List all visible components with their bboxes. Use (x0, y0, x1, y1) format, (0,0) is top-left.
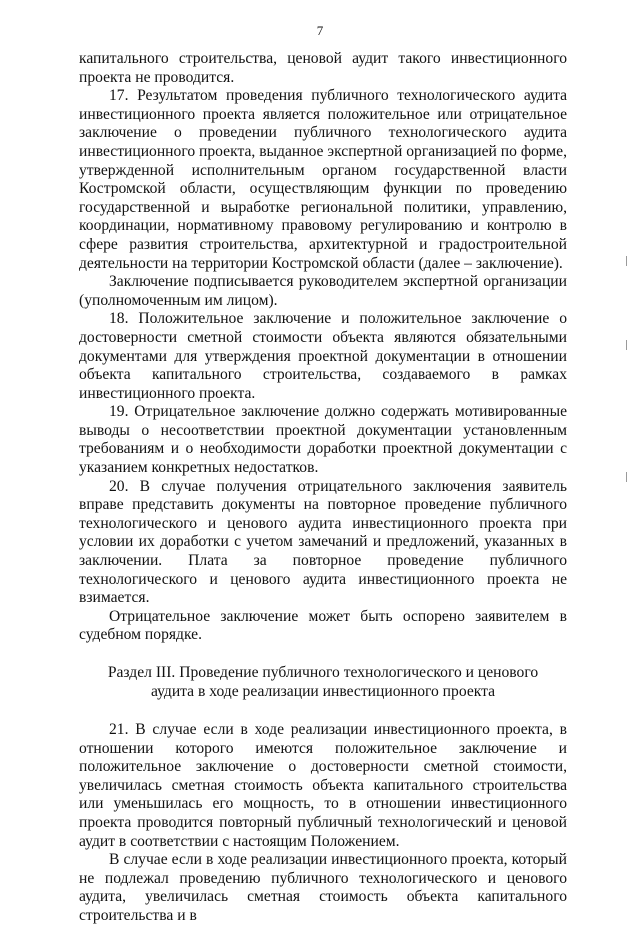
paragraph-continuation: капитального строительства, ценовой аудит такого инвестиционного проекта не проводится. (79, 50, 567, 86)
paragraph-20-appeal: Отрицательное заключение может быть оспорено заявителем в судебном порядке. (79, 607, 567, 644)
paragraph-20: 20. В случае получения отрицательного заключения заявитель вправе представить документы на повторное проведение публичного технологического и ценового аудита инвестиционного проекта при условии их доработки с учетом замечаний и предложений, указанных в заключении. Плата за повторное проведение публичного технологического и ценового аудита инвестиционного проекта не взимается. (79, 477, 567, 607)
paragraph-17: 17. Результатом проведения публичного технологического аудита инвестиционного проекта является положительное или отрицательное заключение о проведении публичного технологического аудита инвестиционного проекта, выданное экспертной организацией по форме, утвержденной исполнительным органом государственной власти Костромской области, осуществляющим функции по проведению государственной и выработке региональной политики, управлению, координации, нормативному правовому регулированию и контролю в сфере развития строительства, архитектурной и градостроительной деятельности на территории Костромской области (далее – заключение). (79, 87, 567, 272)
section-title-line-2: аудита в ходе реализации инвестиционного проекта (150, 683, 496, 700)
paragraph-19: 19. Отрицательное заключение должно содержать мотивированные выводы о несоответствии проектной документации установленным требованиям и о необходимости доработки проектной документации с указанием конкретных недостатков. (79, 403, 567, 477)
scan-margin-mark (626, 472, 627, 482)
paragraph-18: 18. Положительное заключение и положительное заключение о достоверности сметной стоимости объекта являются обязательными документами для утверждения проектной документации в отношении объекта капитального строительства, создаваемого в рамках инвестиционного проекта. (79, 310, 567, 402)
page-number: 7 (316, 23, 324, 38)
scan-margin-mark (626, 256, 627, 266)
scan-margin-mark (626, 340, 627, 350)
section-title (79, 663, 567, 701)
paragraph-21: 21. В случае если в ходе реализации инвестиционного проекта, в отношении которого имеются положительное заключение и положительное заключение о достоверности сметной стоимости, увеличилась сметная стоимость объекта капитального строительства или уменьшилась его мощность, то в отношении инвестиционного проекта проводится повторный публичный технологический и ценовой аудит в соответствии с настоящим Положением. (79, 721, 567, 850)
document-body (79, 50, 567, 926)
section-title-line-1: Раздел III. Проведение публичного технологического и ценового (107, 664, 539, 681)
paragraph-17-signature: Заключение подписывается руководителем экспертной организации (уполномоченным им лицом). (79, 273, 567, 309)
paragraph-21-continued: В случае если в ходе реализации инвестиционного проекта, который не подлежал проведению публичного технологического и ценового аудита, увеличилась сметная стоимость объекта капитального строительства и в (79, 851, 567, 924)
